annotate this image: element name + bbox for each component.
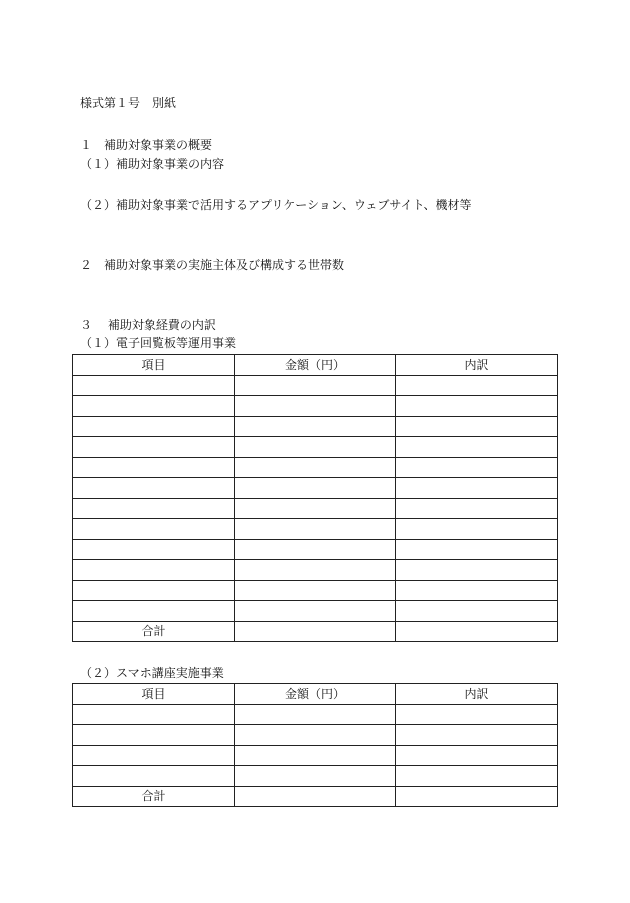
table-row <box>73 725 558 746</box>
cell-amount[interactable] <box>235 580 396 601</box>
table-row <box>73 498 558 519</box>
table-row <box>73 416 558 437</box>
cell-breakdown[interactable] <box>396 725 558 746</box>
cell-amount[interactable] <box>235 704 396 725</box>
cell-amount[interactable] <box>235 560 396 581</box>
cell-breakdown[interactable] <box>396 519 558 540</box>
cell-amount[interactable] <box>235 601 396 622</box>
cell-item[interactable] <box>73 745 235 766</box>
table-row <box>73 396 558 417</box>
cell-breakdown[interactable] <box>396 478 558 499</box>
cell-amount[interactable] <box>235 519 396 540</box>
total-row <box>73 786 558 807</box>
cell-breakdown[interactable] <box>396 396 558 417</box>
form-label: 様式第１号 別紙 <box>80 96 177 110</box>
table-row <box>73 580 558 601</box>
cell-amount[interactable] <box>235 725 396 746</box>
cell-item[interactable] <box>73 457 235 478</box>
total-breakdown[interactable] <box>396 786 558 807</box>
header-breakdown: 内訳 <box>396 684 558 705</box>
total-amount[interactable] <box>235 621 396 642</box>
cell-item[interactable] <box>73 396 235 417</box>
cell-breakdown[interactable] <box>396 498 558 519</box>
table-row <box>73 519 558 540</box>
cell-item[interactable] <box>73 601 235 622</box>
cell-breakdown[interactable] <box>396 560 558 581</box>
cell-breakdown[interactable] <box>396 766 558 787</box>
cell-amount[interactable] <box>235 766 396 787</box>
cell-amount[interactable] <box>235 437 396 458</box>
cell-item[interactable] <box>73 498 235 519</box>
cell-item[interactable] <box>73 437 235 458</box>
cell-breakdown[interactable] <box>396 745 558 766</box>
header-item: 項目 <box>73 355 235 376</box>
cell-item[interactable] <box>73 560 235 581</box>
cell-amount[interactable] <box>235 498 396 519</box>
cell-amount[interactable] <box>235 478 396 499</box>
total-breakdown[interactable] <box>396 621 558 642</box>
section1-item2: （２）補助対象事業で活用するアプリケーション、ウェブサイト、機材等 <box>80 198 472 212</box>
header-amount: 金額（円） <box>235 355 396 376</box>
section2-heading: ２ 補助対象事業の実施主体及び構成する世帯数 <box>80 258 345 272</box>
cell-item[interactable] <box>73 519 235 540</box>
table-row <box>73 560 558 581</box>
cell-breakdown[interactable] <box>396 416 558 437</box>
table-row <box>73 745 558 766</box>
cell-item[interactable] <box>73 725 235 746</box>
header-amount: 金額（円） <box>235 684 396 705</box>
table1 <box>72 354 558 642</box>
cell-breakdown[interactable] <box>396 375 558 396</box>
cell-breakdown[interactable] <box>396 580 558 601</box>
cell-amount[interactable] <box>235 396 396 417</box>
table1-caption: （１）電子回覧板等運用事業 <box>80 336 237 350</box>
cell-amount[interactable] <box>235 375 396 396</box>
cell-amount[interactable] <box>235 745 396 766</box>
cell-breakdown[interactable] <box>396 437 558 458</box>
cell-item[interactable] <box>73 375 235 396</box>
table-row <box>73 539 558 560</box>
cell-breakdown[interactable] <box>396 457 558 478</box>
cell-item[interactable] <box>73 416 235 437</box>
cell-item[interactable] <box>73 580 235 601</box>
table-header-row <box>73 355 558 376</box>
table2 <box>72 683 558 807</box>
header-breakdown: 内訳 <box>396 355 558 376</box>
cell-breakdown[interactable] <box>396 601 558 622</box>
total-label: 合計 <box>73 621 235 642</box>
table-row <box>73 375 558 396</box>
cell-item[interactable] <box>73 704 235 725</box>
cell-breakdown[interactable] <box>396 539 558 560</box>
table-row <box>73 457 558 478</box>
cell-breakdown[interactable] <box>396 704 558 725</box>
table-header-row <box>73 684 558 705</box>
table-row <box>73 766 558 787</box>
cell-item[interactable] <box>73 539 235 560</box>
table2-caption: （２）スマホ講座実施事業 <box>80 666 224 680</box>
total-label: 合計 <box>73 786 235 807</box>
cell-item[interactable] <box>73 766 235 787</box>
section1-item1: （１）補助対象事業の内容 <box>80 157 225 171</box>
table-row <box>73 437 558 458</box>
cell-amount[interactable] <box>235 457 396 478</box>
total-row <box>73 621 558 642</box>
section1-heading: １ 補助対象事業の概要 <box>80 138 213 152</box>
table-row <box>73 601 558 622</box>
table-row <box>73 704 558 725</box>
cell-amount[interactable] <box>235 539 396 560</box>
total-amount[interactable] <box>235 786 396 807</box>
table-row <box>73 478 558 499</box>
cell-amount[interactable] <box>235 416 396 437</box>
cell-item[interactable] <box>73 478 235 499</box>
section3-heading: ３ 補助対象経費の内訳 <box>80 318 216 332</box>
header-item: 項目 <box>73 684 235 705</box>
